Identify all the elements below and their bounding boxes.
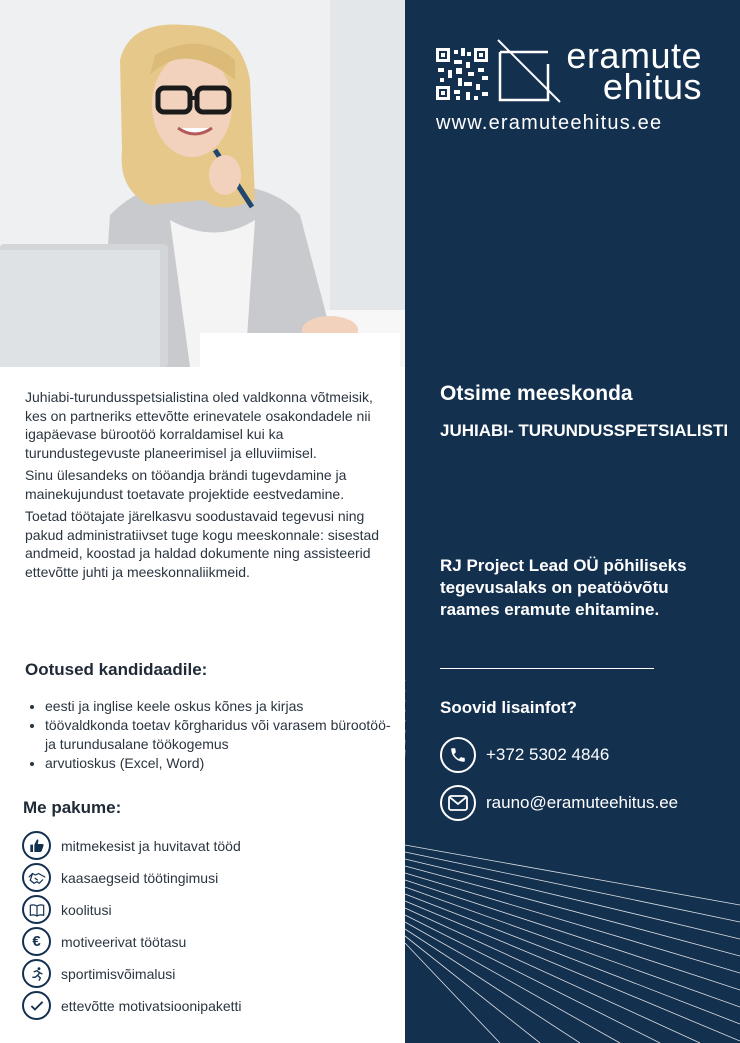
website-link[interactable]: www.eramuteehitus.ee <box>436 112 663 134</box>
intro-paragraph-1: Juhiabi-turundusspetsialistina oled valdkonna võtmeisik, kes on partneriks ettevõtte erinevatele osakondadele nii igapäevase bürootöö korraldamisel kui ka turundustegevuste planeerimisel ja elluviimisel. <box>25 389 373 461</box>
house-logo-icon <box>496 38 562 104</box>
info-heading: Soovid lisainfot? <box>440 698 577 717</box>
offer-item <box>22 863 218 892</box>
company-logo <box>436 35 706 107</box>
email-address: rauno@eramuteehitus.ee <box>486 793 679 812</box>
book-icon <box>22 895 51 924</box>
euro-icon: € <box>22 927 51 956</box>
expectation-item: • arvutioskus (Excel, Word) <box>45 754 405 773</box>
handshake-icon <box>22 863 51 892</box>
qr-code-icon <box>436 48 488 100</box>
offer-label: koolitusi <box>61 901 112 918</box>
thumbs-up-icon <box>22 831 51 860</box>
offer-item <box>22 991 242 1020</box>
offer-item <box>22 895 112 924</box>
offer-item <box>22 831 241 860</box>
phone-number: +372 5302 4846 <box>486 745 610 764</box>
logo-line-1: eramute <box>566 35 702 76</box>
offer-label: sportimisvõimalusi <box>61 965 176 982</box>
offer-label: mitmekesist ja huvitavat tööd <box>61 837 241 854</box>
offer-label: kaasaegseid töötingimusi <box>61 869 219 886</box>
woman-at-desk-image <box>0 0 405 367</box>
offer-label: motiveerivat töötasu <box>61 933 187 950</box>
company-description: RJ Project Lead OÜ põhiliseks tegevusalaks on peatöövõtu raames eramute ehitamine. <box>440 556 687 619</box>
hero-photo <box>0 0 405 367</box>
offer-title: Me pakume: <box>23 798 122 817</box>
phone-contact[interactable] <box>440 737 609 773</box>
offer-item <box>22 959 175 988</box>
intro-paragraph-2: Sinu ülesandeks on tööandja brändi tugevdamine ja mainekujundust toetavate projektide eestvedamine. <box>25 467 347 502</box>
intro-text <box>25 388 390 585</box>
position-title: JUHIABI- TURUNDUSSPETSIALISTI <box>440 421 729 440</box>
offer-label: ettevõtte motivatsioonipaketti <box>61 997 242 1014</box>
expectations-list <box>25 697 405 773</box>
intro-paragraph-3: Toetad töötajate järelkasvu soodustavaid tegevusi ning pakud administratiivset tuge kogu meeskonnale: sisestad andmeid, koostad ja haldad dokumente ning assisteerid ettevõtte juhti ja meeskonnaliikmeid. <box>25 508 380 580</box>
logo-text <box>554 35 702 107</box>
runner-icon <box>22 959 51 988</box>
logo-line-2: ehitus <box>602 66 702 107</box>
hiring-heading: Otsime meeskonda <box>440 382 633 405</box>
expectation-item: • eesti ja inglise keele oskus kõnes ja kirjas <box>45 697 405 716</box>
expectation-item: • töövaldkonda toetav kõrgharidus või varasem bürootöö- ja turundusalane töökogemus <box>45 716 405 754</box>
offer-item <box>22 927 186 956</box>
phone-icon <box>440 737 476 773</box>
envelope-icon <box>440 785 476 821</box>
divider <box>440 668 654 669</box>
email-contact[interactable] <box>440 785 678 821</box>
expectations-title: Ootused kandidaadile: <box>25 660 208 679</box>
check-icon <box>22 991 51 1020</box>
